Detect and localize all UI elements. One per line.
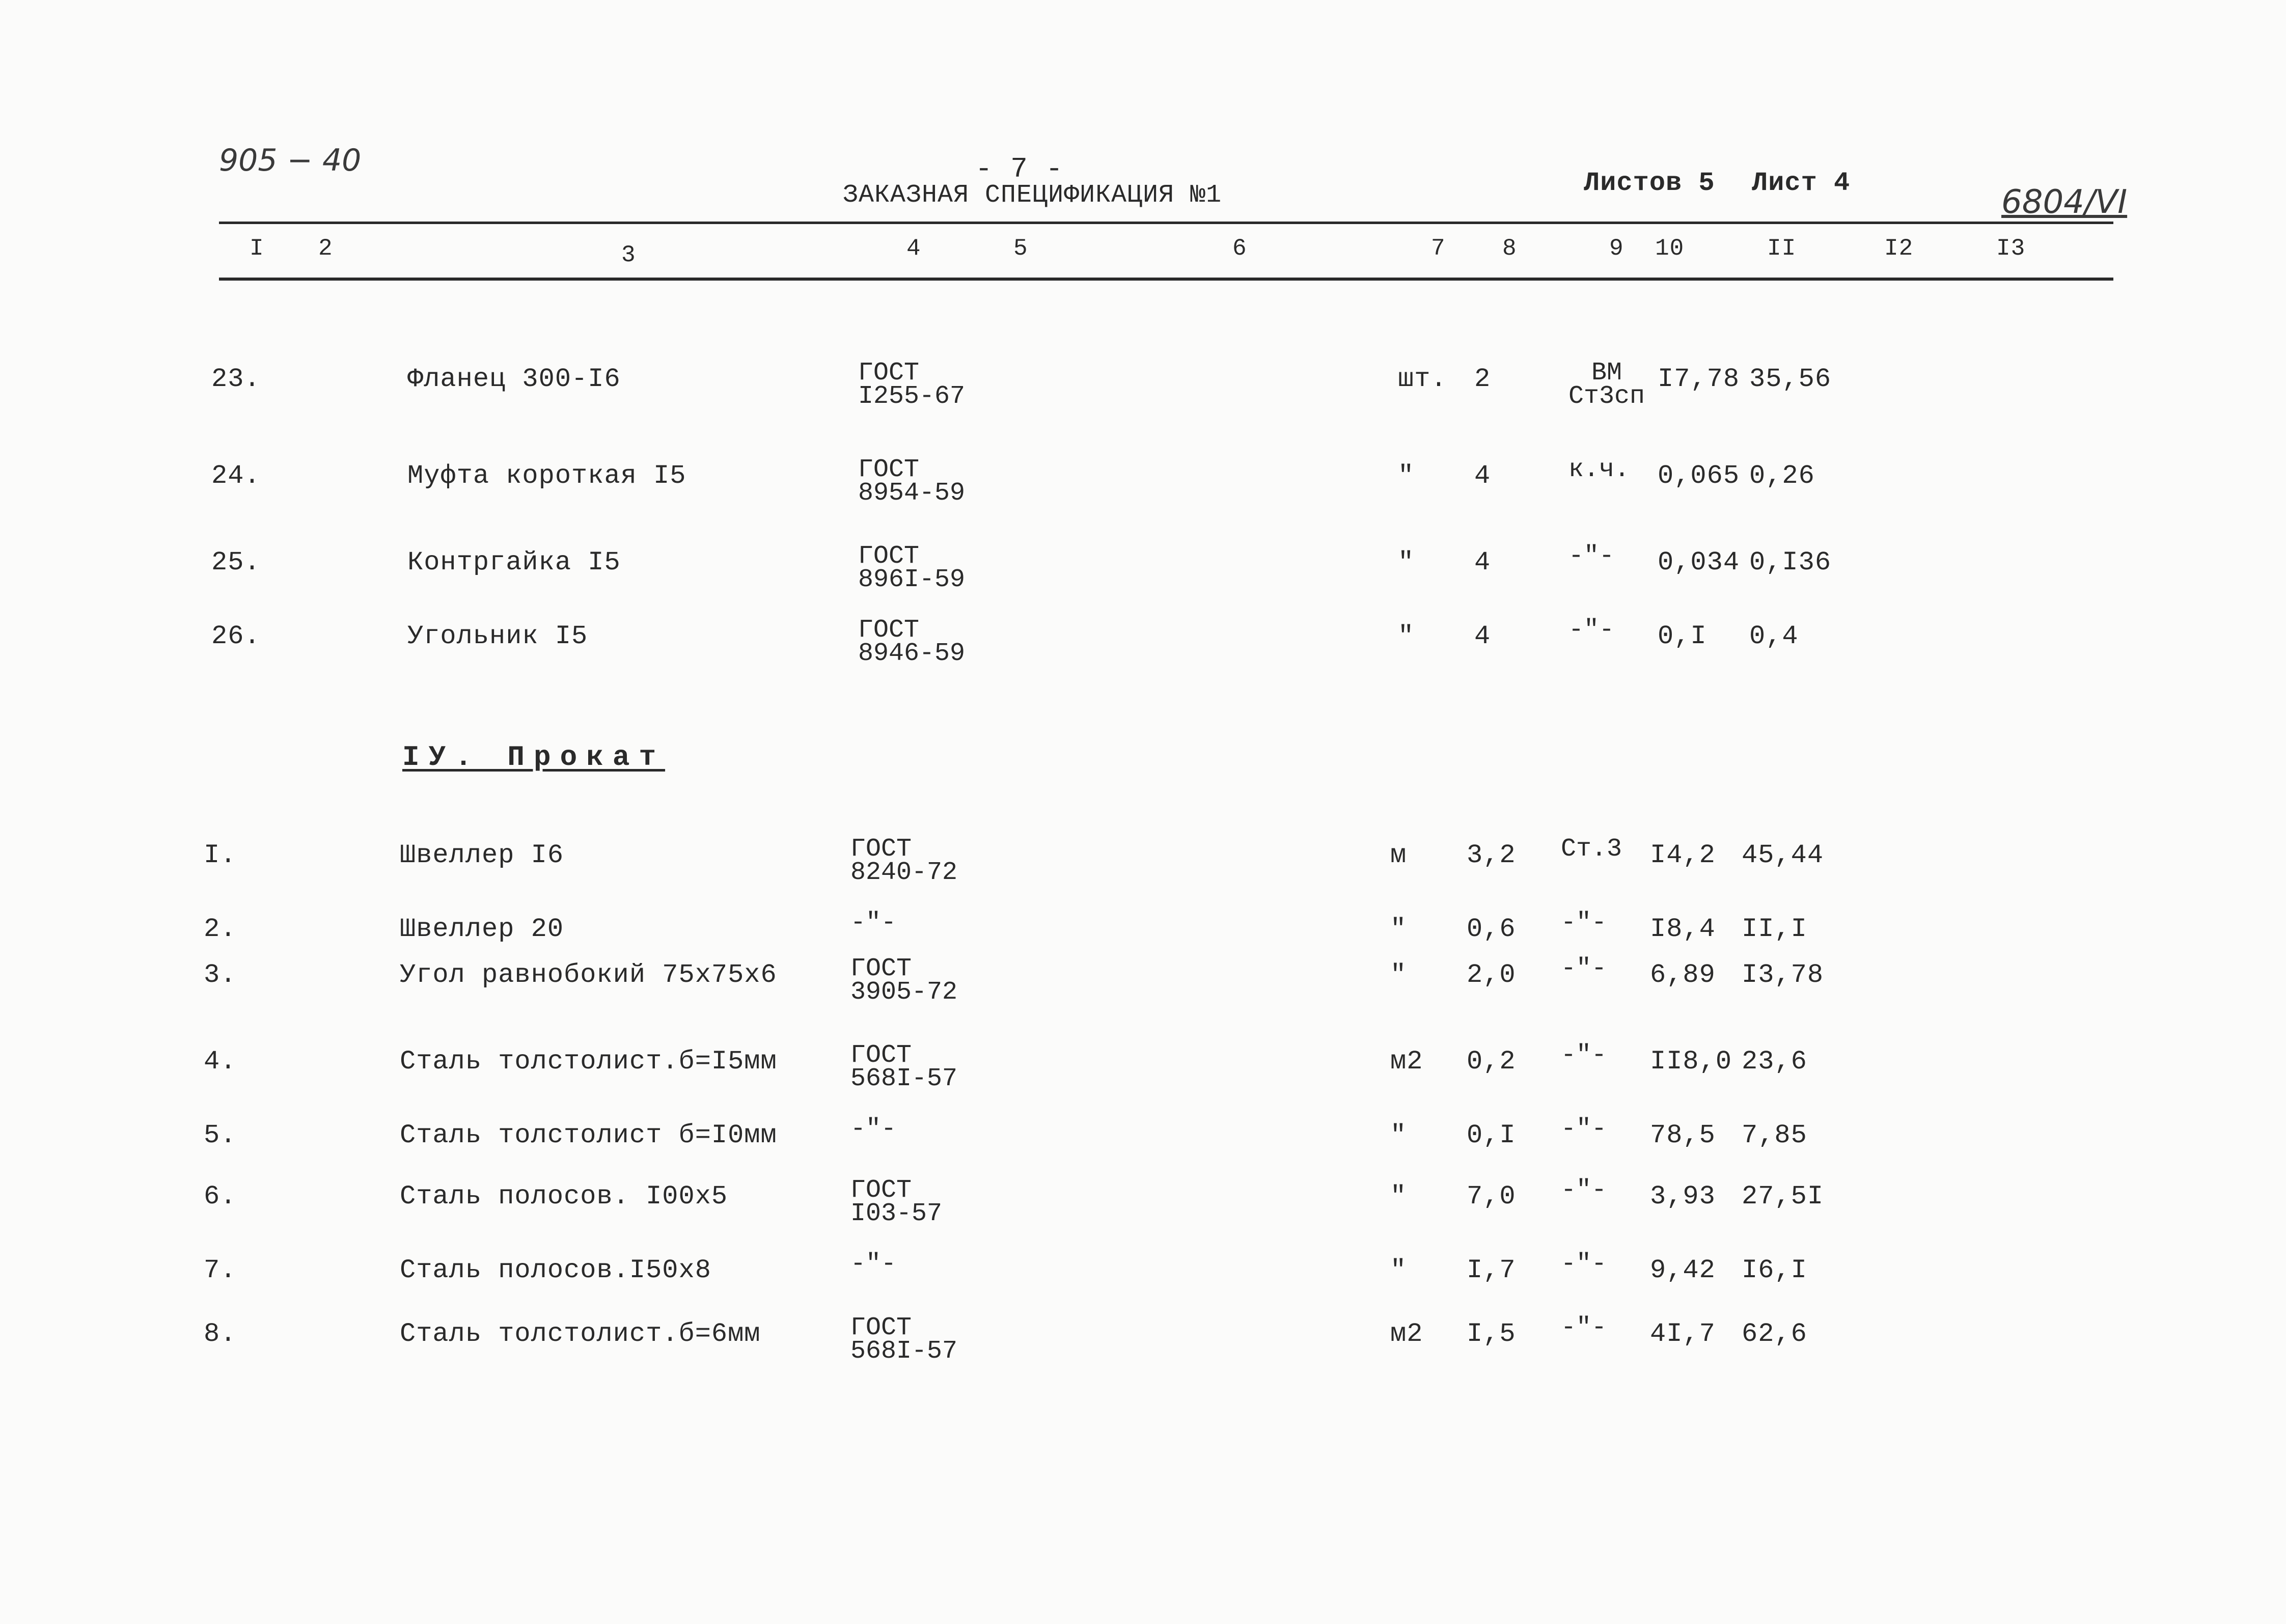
item-name: Швеллер 20 [400, 914, 564, 944]
quantity: 4 [1474, 461, 1491, 491]
quantity: I,7 [1467, 1255, 1516, 1285]
row-number: 7. [204, 1255, 237, 1285]
total-mass: 0,I36 [1749, 547, 1832, 577]
material [1561, 1313, 1607, 1342]
total-mass: 0,26 [1749, 461, 1815, 491]
gost-standard [850, 954, 958, 1007]
section-title: IУ. Прокат [402, 741, 666, 774]
column-number: 9 [1609, 235, 1624, 262]
gost-label: -"- [850, 1250, 897, 1279]
row-number: I. [204, 840, 237, 870]
material [1561, 954, 1607, 983]
unit-mass: 78,5 [1650, 1120, 1716, 1150]
material [1568, 542, 1615, 571]
gost-label: -"- [850, 1115, 897, 1144]
unit: " [1398, 621, 1415, 651]
material-spec: Ст3сп [1568, 382, 1645, 411]
gost-number: I03-57 [850, 1199, 943, 1228]
row-number: 5. [204, 1120, 237, 1150]
total-mass: II,I [1742, 914, 1807, 944]
gost-standard [858, 542, 966, 594]
material [1561, 1041, 1607, 1070]
quantity: I,5 [1467, 1319, 1516, 1349]
unit-mass: 6,89 [1650, 960, 1716, 990]
unit: " [1390, 1181, 1407, 1212]
gost-standard [858, 359, 966, 411]
total-mass: I6,I [1742, 1255, 1807, 1285]
unit: " [1398, 461, 1415, 491]
total-mass: 62,6 [1742, 1319, 1807, 1349]
column-number: 4 [906, 235, 921, 262]
item-name: Сталь полосов.I50х8 [400, 1255, 711, 1285]
material [1568, 455, 1630, 484]
unit: " [1390, 1120, 1407, 1150]
row-number: 6. [204, 1181, 237, 1212]
item-name: Сталь толстолист.б=I5мм [400, 1047, 777, 1077]
sheet-current: Лист 4 [1752, 168, 1851, 198]
material [1561, 835, 1622, 864]
gost-label: ГОСТ [850, 1313, 912, 1342]
gost-label: ГОСТ [850, 954, 912, 983]
material-grade: -"- [1568, 542, 1615, 571]
material [1561, 1250, 1607, 1279]
item-name: Сталь толстолист.б=6мм [400, 1319, 761, 1349]
gost-number: 8240-72 [850, 858, 958, 887]
quantity: 2 [1474, 364, 1491, 394]
material-grade: -"- [1561, 954, 1607, 983]
item-name: Угольник I5 [407, 621, 588, 651]
row-number: 3. [204, 960, 237, 990]
gost-number: 568I-57 [850, 1337, 958, 1366]
unit: " [1390, 914, 1407, 944]
column-number: 8 [1502, 235, 1517, 262]
gost-label: ГОСТ [850, 1176, 912, 1205]
unit-mass: 4I,7 [1650, 1319, 1716, 1349]
gost-standard [858, 455, 966, 508]
column-number: 3 [621, 242, 636, 268]
gost-number: 896I-59 [858, 565, 966, 594]
material-grade: ВМ [1591, 359, 1622, 388]
gost-standard [858, 616, 966, 668]
total-mass: 27,5I [1742, 1181, 1824, 1212]
gost-number: 568I-57 [850, 1064, 958, 1093]
unit-mass: 9,42 [1650, 1255, 1716, 1285]
unit-mass: I8,4 [1650, 914, 1716, 944]
total-mass: 0,4 [1749, 621, 1799, 651]
gost-label: ГОСТ [858, 455, 920, 484]
item-name: Сталь полосов. I00х5 [400, 1181, 728, 1212]
quantity: 2,0 [1467, 960, 1516, 990]
gost-number: 3905-72 [850, 978, 958, 1007]
item-name: Угол равнобокий 75х75х6 [400, 960, 777, 990]
header-top-rule [219, 222, 2113, 224]
unit: м2 [1390, 1047, 1423, 1077]
header-bottom-rule [219, 278, 2113, 281]
sheets-total: Листов 5 [1584, 168, 1715, 198]
material [1561, 909, 1607, 938]
gost-label: ГОСТ [858, 542, 920, 571]
total-mass: 23,6 [1742, 1047, 1807, 1077]
specification-title: ЗАКАЗНАЯ СПЕЦИФИКАЦИЯ №1 [843, 181, 1222, 210]
item-name: Муфта короткая I5 [407, 461, 686, 491]
material-grade: -"- [1561, 1176, 1607, 1205]
gost-label: ГОСТ [850, 835, 912, 864]
row-number: 24. [211, 461, 261, 491]
total-mass: 35,56 [1749, 364, 1832, 394]
row-number: 4. [204, 1047, 237, 1077]
unit: м2 [1390, 1319, 1423, 1349]
column-number: 5 [1013, 235, 1028, 262]
gost-number: I255-67 [858, 382, 966, 411]
quantity: 7,0 [1467, 1181, 1516, 1212]
material-grade: -"- [1561, 909, 1607, 938]
material-grade: -"- [1561, 1041, 1607, 1070]
row-number: 26. [211, 621, 261, 651]
material-grade: -"- [1561, 1313, 1607, 1342]
item-name: Фланец 300-I6 [407, 364, 621, 394]
unit: " [1390, 1255, 1407, 1285]
unit-mass: 0,065 [1658, 461, 1740, 491]
unit: м [1390, 840, 1407, 870]
gost-standard [850, 1313, 958, 1366]
gost-label: ГОСТ [858, 616, 920, 645]
unit: " [1390, 960, 1407, 990]
document-code: 905 − 40 [219, 143, 362, 178]
unit-mass: I7,78 [1658, 364, 1740, 394]
gost-standard [850, 909, 897, 938]
gost-standard [850, 1115, 897, 1144]
row-number: 2. [204, 914, 237, 944]
column-number: 6 [1232, 235, 1247, 262]
gost-standard [850, 1176, 943, 1228]
unit-mass: I4,2 [1650, 840, 1716, 870]
gost-label: ГОСТ [858, 359, 920, 388]
unit: " [1398, 547, 1415, 577]
row-number: 25. [211, 547, 261, 577]
gost-label: ГОСТ [850, 1041, 912, 1070]
item-name: Контргайка I5 [407, 547, 621, 577]
row-number: 8. [204, 1319, 237, 1349]
column-number: 7 [1431, 235, 1446, 262]
gost-standard [850, 1250, 897, 1279]
material [1568, 359, 1645, 411]
unit-mass: 3,93 [1650, 1181, 1716, 1212]
page-number: - 7 - [975, 153, 1064, 185]
column-number: 10 [1655, 235, 1685, 262]
material [1561, 1176, 1607, 1205]
item-name: Сталь толстолист б=I0мм [400, 1120, 777, 1150]
column-number: II [1767, 235, 1797, 262]
unit-mass: 0,I [1658, 621, 1707, 651]
material [1568, 616, 1615, 645]
material-grade: Ст.3 [1561, 835, 1622, 864]
material [1561, 1115, 1607, 1144]
total-mass: 7,85 [1742, 1120, 1807, 1150]
column-number: I [250, 235, 264, 262]
gost-standard [850, 1041, 958, 1093]
unit: шт. [1398, 364, 1447, 394]
column-number: 2 [318, 235, 333, 262]
material-grade: к.ч. [1568, 455, 1630, 484]
archive-stamp: 6804/VI [2001, 183, 2128, 221]
quantity: 0,2 [1467, 1047, 1516, 1077]
total-mass: I3,78 [1742, 960, 1824, 990]
unit-mass: II8,0 [1650, 1047, 1732, 1077]
quantity: 0,I [1467, 1120, 1516, 1150]
row-number: 23. [211, 364, 261, 394]
item-name: Швеллер I6 [400, 840, 564, 870]
gost-number: 8954-59 [858, 479, 966, 508]
gost-label: -"- [850, 909, 897, 938]
material-grade: -"- [1561, 1115, 1607, 1144]
gost-number: 8946-59 [858, 639, 966, 668]
material-grade: -"- [1561, 1250, 1607, 1279]
quantity: 0,6 [1467, 914, 1516, 944]
column-number: I2 [1884, 235, 1914, 262]
column-number: I3 [1996, 235, 2026, 262]
total-mass: 45,44 [1742, 840, 1824, 870]
quantity: 4 [1474, 547, 1491, 577]
unit-mass: 0,034 [1658, 547, 1740, 577]
quantity: 3,2 [1467, 840, 1516, 870]
material-grade: -"- [1568, 616, 1615, 645]
quantity: 4 [1474, 621, 1491, 651]
gost-standard [850, 835, 958, 887]
